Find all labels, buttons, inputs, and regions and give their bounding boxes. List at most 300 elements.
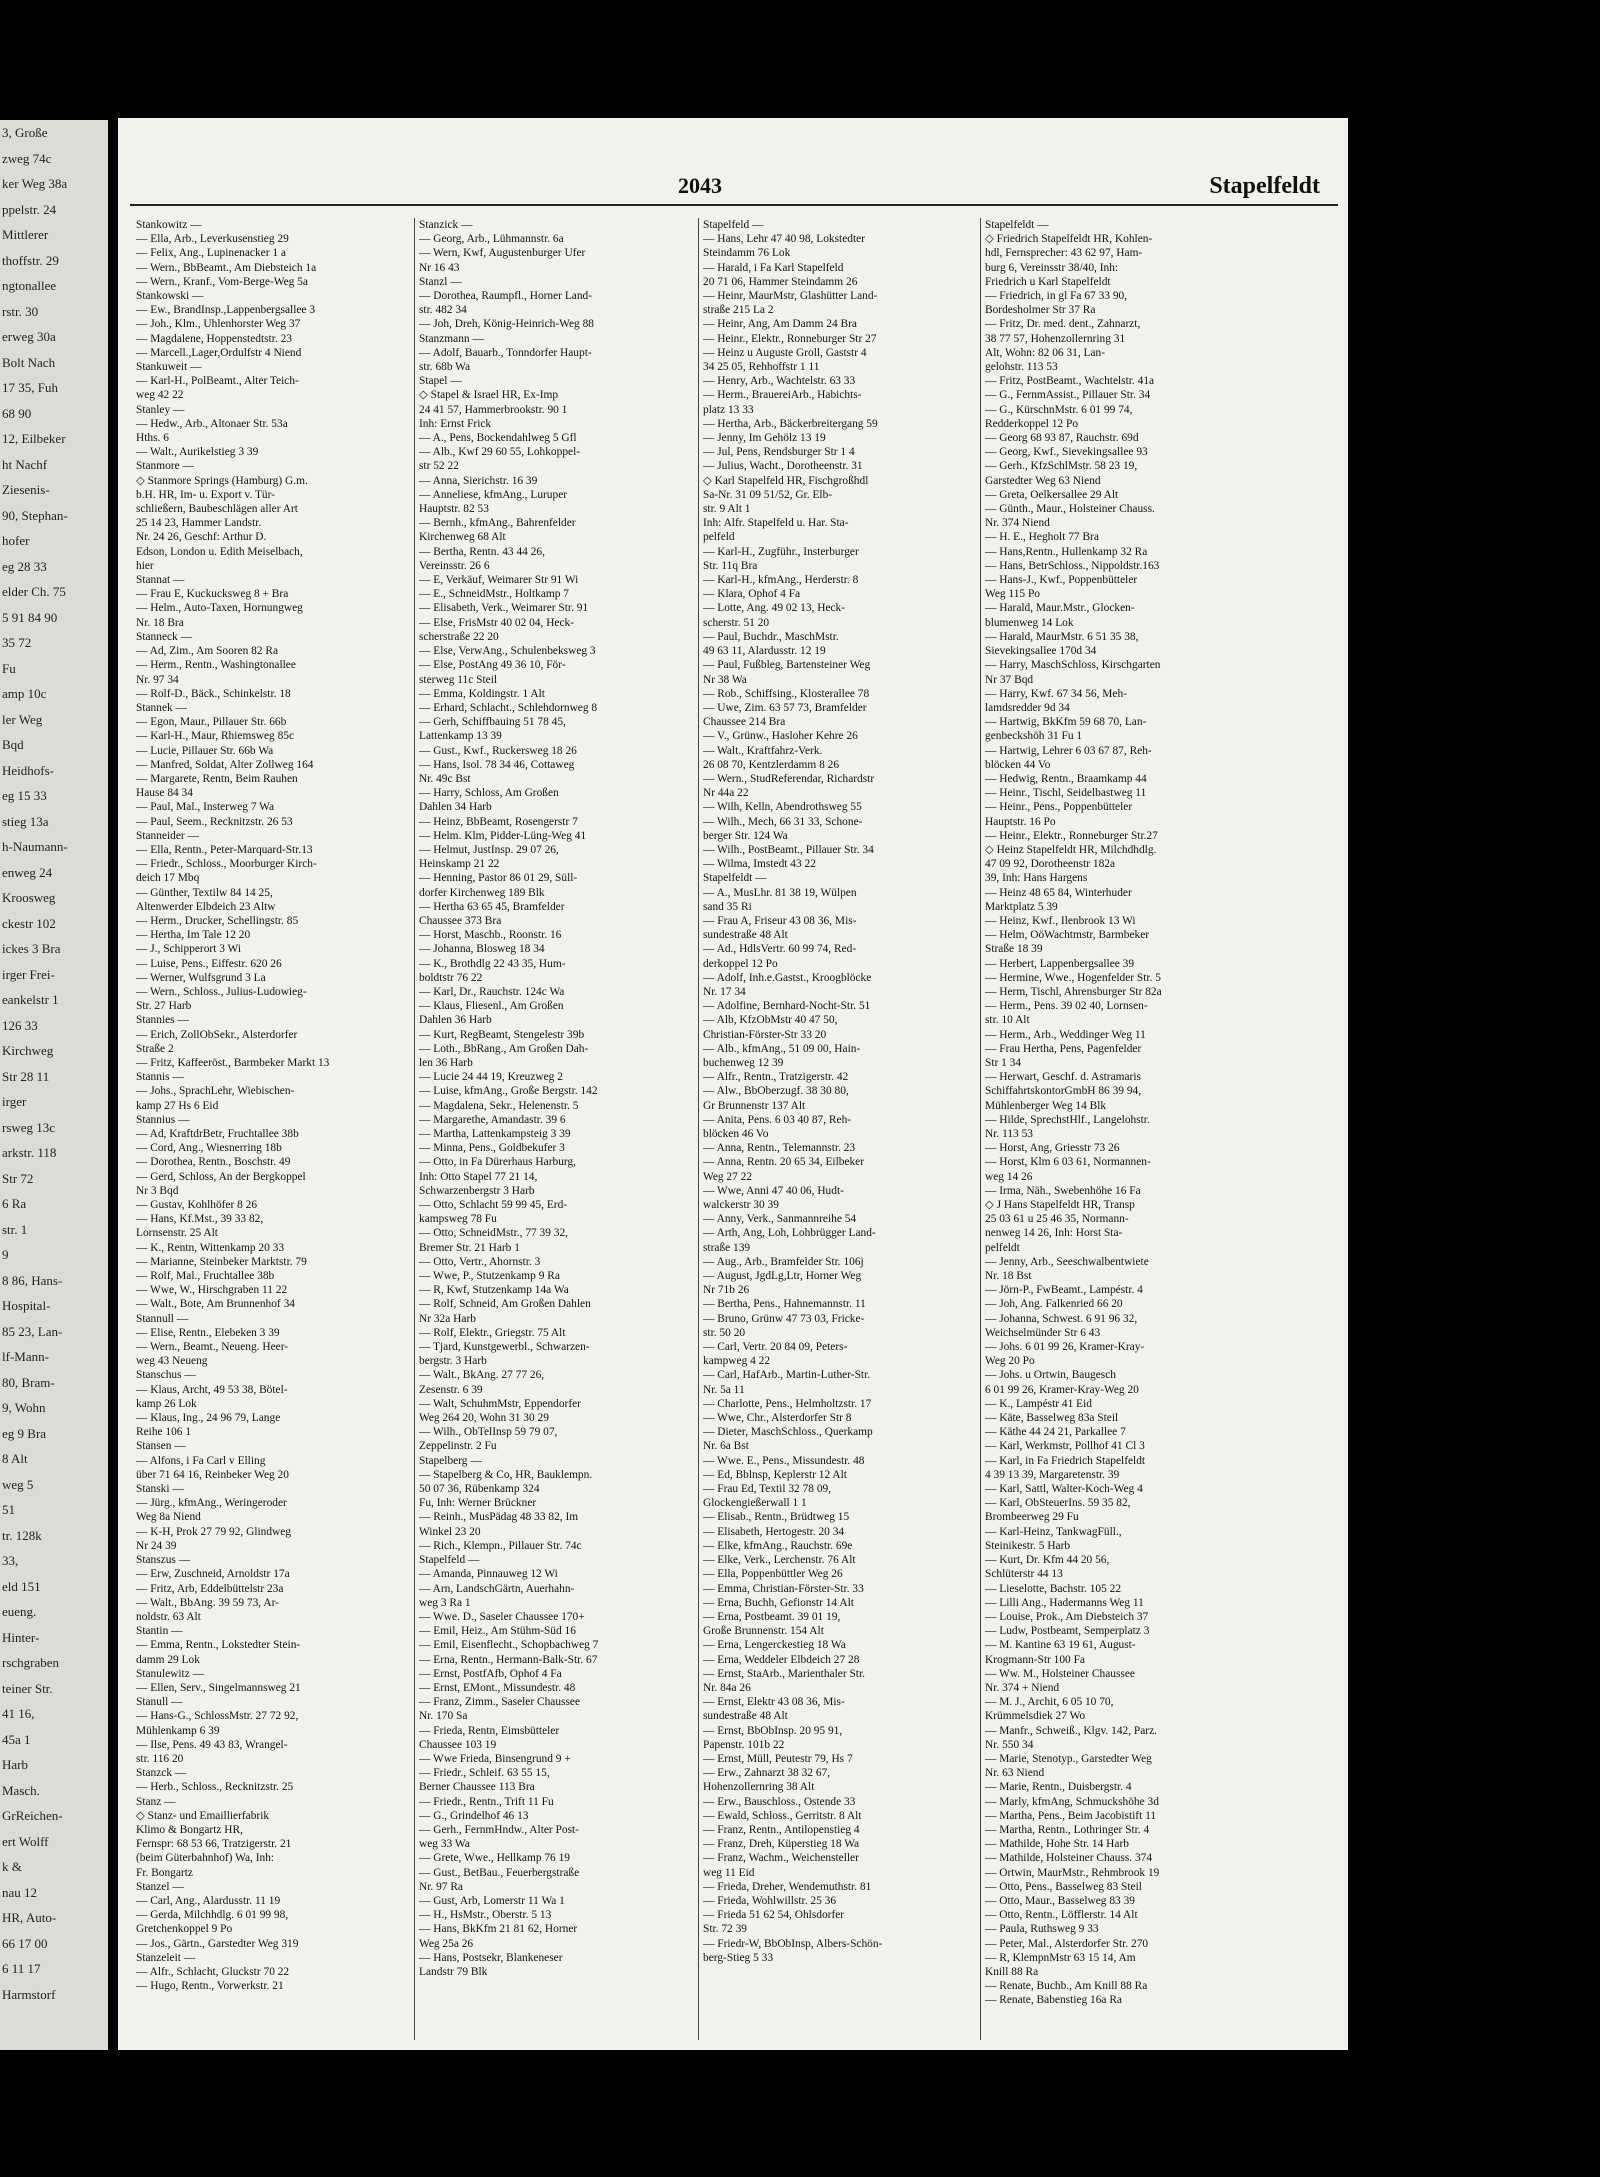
directory-entry-line: boldtstr 76 22 [419, 971, 483, 984]
directory-entry-line: — Karl, Werkmstr, Pollhof 41 Cl 3 [985, 1440, 1145, 1453]
directory-entry-line: weg 11 Eid [703, 1866, 755, 1879]
directory-entry-line: Nr 24 39 [136, 1539, 177, 1552]
left-page-fragment: 8 Alt [2, 1451, 28, 1466]
directory-entry-line: Nr 37 Bqd [985, 673, 1034, 686]
directory-entry-line: — Renate, Babenstieg 16a Ra [985, 1994, 1122, 2007]
directory-page [118, 118, 1348, 2050]
directory-entry-line: dorfer Kirchenweg 189 Blk [419, 886, 545, 899]
directory-entry-line: — Elisab., Rentn., Brüdtweg 15 [703, 1511, 850, 1524]
directory-entry-line: — Hartwig, Lehrer 6 03 67 87, Reh- [985, 744, 1152, 757]
directory-entry-line: — Karl-H., PolBeamt., Alter Teich- [136, 375, 299, 388]
directory-entry-line: straße 139 [703, 1241, 751, 1254]
directory-entry-line: — Hartwig, BkKfm 59 68 70, Lan- [985, 716, 1147, 729]
directory-entry-line: Papenstr. 101b 22 [703, 1738, 785, 1751]
directory-entry-line: Zesenstr. 6 39 [419, 1383, 483, 1396]
directory-entry-line: — Lotte, Ang. 49 02 13, Heck- [703, 602, 846, 615]
directory-entry-line: — Charlotte, Pens., Helmholtzstr. 17 [703, 1397, 872, 1410]
directory-entry-line: — Alfr., Schlacht, Gluckstr 70 22 [136, 1965, 290, 1978]
directory-entry-line: — Emil, Heiz., Am Stühm-Süd 16 [419, 1625, 576, 1638]
directory-entry-line: Stanull — [136, 1696, 183, 1709]
directory-entry-line: Vereinsstr. 26 6 [419, 559, 490, 572]
directory-entry-line: Nr. 374 Niend [985, 517, 1050, 530]
directory-entry-line: Straße 2 [136, 1042, 174, 1055]
directory-entry-line: Stanski — [136, 1483, 184, 1496]
directory-entry-line: — Harry, Schloss, Am Großen [419, 787, 559, 800]
left-page-fragment: thoffstr. 29 [2, 252, 59, 268]
directory-entry-line: 25 03 61 u 25 46 35, Normann- [985, 1213, 1129, 1226]
directory-entry-line: pelfeldt [985, 1241, 1020, 1254]
directory-entry-line: — Helmut, JustInsp. 29 07 26, [419, 843, 559, 856]
directory-entry-line: — Joh, Ang. Falkenried 66 20 [985, 1298, 1123, 1311]
directory-entry-line: scherstr. 51 20 [703, 616, 770, 629]
directory-entry-line: — Hans, BkKfm 21 81 62, Horner [419, 1923, 578, 1936]
directory-entry-line: — G., FernmAssist., Pillauer Str. 34 [985, 389, 1151, 402]
directory-entry-line: — Herm., Drucker, Schellingstr. 85 [136, 914, 299, 927]
left-page-fragment: Kirchweg [2, 1043, 54, 1058]
directory-entry-line: — Else, FrisMstr 40 02 04, Heck- [419, 616, 575, 629]
directory-entry-line: — Harald, Maur.Mstr., Glocken- [985, 602, 1135, 615]
directory-entry-line: — Wwe. D., Saseler Chaussee 170+ [419, 1610, 585, 1623]
directory-entry-line: Nr 16 43 [419, 261, 460, 274]
directory-entry-line: Nr 3 Bqd [136, 1184, 179, 1197]
directory-entry-line: — Anny, Verk., Sanmannreihe 54 [703, 1213, 857, 1226]
directory-entry-line: — Käthe 44 24 21, Parkallee 7 [985, 1426, 1126, 1439]
left-page-fragment: rschgraben [2, 1655, 60, 1670]
directory-entry-line: blöcken 44 Vo [985, 758, 1051, 771]
directory-entry-line: — Heinr, Ang, Am Damm 24 Bra [703, 318, 857, 331]
directory-entry-line: Reihe 106 1 [136, 1426, 192, 1439]
directory-entry-line: — Heinz 48 65 84, Winterhuder [985, 886, 1132, 899]
directory-entry-line: Sa-Nr. 31 09 51/52, Gr. Elb- [703, 488, 833, 501]
directory-entry-line: 26 08 70, Kentzlerdamm 8 26 [703, 758, 840, 771]
left-page-fragment: GrReichen- [2, 1808, 63, 1823]
directory-entry-line: SchiffahrtskontorGmbH 86 39 94, [985, 1085, 1142, 1098]
directory-entry-line: — Renate, Buchb., Am Knill 88 Ra [985, 1980, 1148, 1993]
directory-entry-line: Große Brunnenstr. 154 Alt [703, 1625, 824, 1638]
directory-entry-line: — Gerd, Schloss, An der Bergkoppel [136, 1170, 306, 1183]
left-page-fragment: enweg 24 [2, 864, 53, 880]
left-page-fragment: irger [2, 1094, 27, 1109]
directory-entry-line: Stanz — [136, 1795, 176, 1808]
directory-entry-line: — Friedrich, in gl Fa 67 33 90, [985, 290, 1128, 303]
directory-entry-line: — Wwe, Anni 47 40 06, Hudt- [703, 1184, 844, 1197]
directory-entry-line: Bremer Str. 21 Harb 1 [419, 1241, 520, 1254]
directory-entry-line: — E., SchneidMstr., Holtkamp 7 [419, 588, 569, 601]
directory-entry-line: — Johs., SprachLehr, Wiebischen- [136, 1085, 295, 1098]
directory-entry-line: Lattenkamp 13 39 [419, 730, 502, 743]
directory-entry-line: kampweg 4 22 [703, 1355, 771, 1368]
directory-entry-line: — Alb., Kwf 29 60 55, Lohkoppel- [419, 446, 581, 459]
left-page-fragment: 41 16, [2, 1706, 35, 1721]
directory-entry-line: Dahlen 34 Harb [419, 801, 492, 814]
directory-entry-line: — Irma, Näh., Swebenhöhe 16 Fa [985, 1184, 1141, 1197]
directory-entry-line: — Carl, HafArb., Martin-Luther-Str. [703, 1369, 871, 1382]
directory-entry-line: — Bertha, Pens., Hahnemannstr. 11 [703, 1298, 866, 1311]
directory-entry-line: Nr. 17 34 [703, 985, 746, 998]
directory-entry-line: blumenweg 14 Lok [985, 616, 1074, 629]
left-page-fragment: eg 28 33 [2, 558, 47, 574]
directory-entry-line: (beim Güterbahnhof) Wa, Inh: [136, 1852, 275, 1865]
directory-entry-line: Alt, Wohn: 82 06 31, Lan- [985, 346, 1106, 359]
directory-entry-line: Stapelfeldt — [985, 219, 1049, 231]
left-page-fragment: Bolt Nach [2, 354, 56, 370]
directory-entry-line: — Karl, Sattl, Walter-Koch-Weg 4 [985, 1483, 1143, 1496]
directory-entry-line: sterweg 11c Steil [419, 673, 498, 686]
directory-entry-line: 34 25 05, Rehhoffstr 1 11 [703, 361, 820, 374]
directory-entry-line: — Dieter, MaschSchloss., Querkamp [703, 1426, 873, 1439]
left-page-fragment: irger Frei- [2, 966, 55, 982]
directory-entry-line: Hohenzollernring 38 Alt [703, 1781, 815, 1794]
directory-entry-line: — Alb, KfzObMstr 40 47 50, [703, 1014, 838, 1027]
directory-entry-line: Inh: Otto Stapel 77 21 14, [419, 1170, 538, 1183]
directory-entry-line: — Karl-H., Zugführ., Insterburger [703, 545, 859, 558]
directory-entry-line: — Hilde, SprechstHlf., Langelohstr. [985, 1113, 1150, 1126]
directory-entry-line: — Frieda 51 62 54, Ohlsdorfer [703, 1909, 845, 1922]
left-page-fragment: 126 33 [2, 1017, 38, 1033]
directory-entry-line: — Horst, Klm 6 03 61, Normannen- [985, 1156, 1151, 1169]
left-page-fragment: Bqd [2, 737, 24, 752]
directory-entry-line: kamp 27 Hs 6 Eid [136, 1099, 219, 1112]
directory-entry-line: — Dorothea, Rentn., Boschstr. 49 [136, 1156, 291, 1169]
directory-entry-line: — Luise, kfmAng., Große Bergstr. 142 [419, 1085, 598, 1098]
directory-entry-line: — Rolf-D., Bäck., Schinkelstr. 18 [136, 687, 291, 700]
directory-entry-line: — Hertha, Arb., Bäckerbreitergang 59 [703, 417, 878, 430]
left-page-fragment: 66 17 00 [2, 1935, 48, 1951]
directory-entry-line: — Gerh, Schiffbauing 51 78 45, [419, 716, 566, 729]
directory-entry-line: — Karl-Heinz, TankwagFüll., [985, 1525, 1122, 1538]
directory-entry-line: — Margarethe, Amandastr. 39 6 [419, 1113, 566, 1126]
directory-entry-line: Friedrich u Karl Stapelfeldt [985, 275, 1111, 288]
directory-entry-line: Nr. 49c Bst [419, 772, 471, 785]
directory-entry-line: — Paula, Ruthsweg 9 33 [985, 1923, 1099, 1936]
directory-entry-line: — Erna, Weddeler Elbdeich 27 28 [703, 1653, 860, 1666]
directory-entry-line: — Ed, Bblnsp, Keplerstr 12 Alt [703, 1468, 847, 1481]
directory-entry-line: Heinskamp 21 22 [419, 858, 500, 871]
directory-entry-line: — Rich., Klempn., Pillauer Str. 74c [419, 1539, 582, 1552]
directory-entry-line: — Arth, Ang, Loh, Lohbrügger Land- [703, 1227, 876, 1240]
directory-entry-line: Stankuweit — [136, 361, 202, 374]
directory-entry-line: 39, Inh: Hans Hargens [985, 872, 1088, 885]
directory-entry-line: buchenweg 12 39 [703, 1056, 784, 1069]
directory-entry-line: Stanulewitz — [136, 1667, 205, 1680]
left-page-fragment: ler Weg [2, 711, 43, 727]
directory-entry-line: — Bruno, Grünw 47 73 03, Fricke- [703, 1312, 865, 1325]
directory-entry-line: — Heinr., Elektr., Ronneburger Str.27 [985, 829, 1158, 842]
directory-entry-line: — Gustav, Kohlhöfer 8 26 [136, 1199, 258, 1212]
directory-entry-line: Fu, Inh: Werner Brückner [419, 1497, 537, 1510]
directory-entry-line: Sievekingsallee 170d 34 [985, 645, 1097, 658]
directory-entry-line: kamp 26 Lok [136, 1397, 197, 1410]
directory-entry-line: — Ortwin, MaurMstr., Rehmbrook 19 [985, 1866, 1160, 1879]
directory-entry-line: — Johs. u Ortwin, Baugesch [985, 1369, 1116, 1382]
left-page-fragment: Harmstorf [2, 1986, 56, 2002]
directory-entry-line: Stankowitz — [136, 219, 202, 231]
left-page-fragment: ppelstr. 24 [2, 201, 57, 217]
directory-entry-line: — Friedr., Schleif. 63 55 15, [419, 1767, 550, 1780]
directory-entry-line: — Egon, Maur., Pillauer Str. 66b [136, 716, 287, 729]
directory-entry-line: — Ernst, StaArb., Marienthaler Str. [703, 1667, 865, 1680]
directory-entry-line: — Erna, Lengerckestieg 18 Wa [703, 1639, 846, 1652]
directory-entry-line: — Gerh., KfzSchlMstr. 58 23 19, [985, 460, 1138, 473]
directory-entry-line: — Adolf, Inh.e.Gastst., Kroogblöcke [703, 971, 872, 984]
directory-entry-line: Stanschus — [136, 1369, 196, 1382]
directory-entry-line: — Herwart, Geschf. d. Astramaris [985, 1071, 1141, 1084]
directory-entry-line: b.H. HR, Im- u. Export v. Tür- [136, 488, 275, 501]
directory-entry-line: — Erna, Buchh, Gefionstr 14 Alt [703, 1596, 854, 1609]
directory-entry-line: — Hans, Postsekr, Blankeneser [419, 1951, 563, 1964]
directory-entry-line: — Lieselotte, Bachstr. 105 22 [985, 1582, 1122, 1595]
directory-entry-line: — Hertha 63 65 45, Bramfelder [419, 900, 565, 913]
directory-entry-line: Stantin — [136, 1625, 183, 1638]
directory-entry-line: — Adolf, Bauarb., Tonndorfer Haupt- [419, 346, 592, 359]
directory-entry-line: — Otto, in Fa Dürerhaus Harburg, [419, 1156, 577, 1169]
directory-entry-line: — Wwe. E., Pens., Missundestr. 48 [703, 1454, 865, 1467]
directory-entry-line: — Rolf, Elektr., Griegstr. 75 Alt [419, 1326, 566, 1339]
directory-entry-line: genbeckshöh 31 Fu 1 [985, 730, 1083, 743]
directory-entry-line: — Frau E, Kuckucksweg 8 + Bra [136, 588, 289, 601]
directory-entry-line: hdl, Fernsprecher: 43 62 97, Ham- [985, 247, 1143, 260]
directory-entry-line: — Hans, Isol. 78 34 46, Cottaweg [419, 758, 575, 771]
directory-entry-line: — G., Grindelhof 46 13 [419, 1809, 529, 1822]
directory-entry-line: — Elise, Rentn., Elebeken 3 39 [136, 1326, 280, 1339]
directory-entry-line: Schwarzenbergstr 3 Harb [419, 1184, 535, 1197]
directory-entry-line: — Hans-G., SchlossMstr. 27 72 92, [136, 1710, 299, 1723]
directory-entry-line: Krümmelsdiek 27 Wo [985, 1710, 1086, 1723]
directory-entry-line: ◇ Heinz Stapelfeldt HR, Milchdhdlg. [985, 843, 1157, 856]
directory-entry-line: — Marianne, Steinbeker Marktstr. 79 [136, 1255, 307, 1268]
directory-entry-line: 20 71 06, Hammer Steindamm 26 [703, 275, 858, 288]
directory-entry-line: walckerstr 30 39 [703, 1199, 779, 1212]
left-page-fragment: ker Weg 38a [2, 176, 68, 191]
directory-entry-line: — Helm., Auto-Taxen, Hornungweg [136, 602, 303, 615]
left-page-fragment: rstr. 30 [2, 303, 39, 319]
directory-entry-line: Dahlen 36 Harb [419, 1014, 492, 1027]
directory-entry-line: — R, KlempnMstr 63 15 14, Am [985, 1951, 1136, 1964]
directory-entry-line: — Martha, Rentn., Lothringer Str. 4 [985, 1823, 1150, 1836]
running-head: Stapelfeldt [1209, 173, 1320, 199]
directory-entry-line: — Alfr., Rentn., Tratzigerstr. 42 [703, 1071, 849, 1084]
directory-entry-line: Inh: Ernst Frick [419, 417, 492, 430]
directory-entry-line: — Herm., Pens. 39 02 40, Lornsen- [985, 1000, 1148, 1013]
directory-entry-line: — Martha, Pens., Beim Jacobistift 11 [985, 1809, 1157, 1822]
directory-entry-line: platz 13 33 [703, 403, 754, 416]
directory-entry-line: — Wern., Kranf., Vom-Berge-Weg 5a [136, 275, 308, 288]
directory-entry-line: — Wern., BbBeamt., Am Diebsteich 1a [136, 261, 317, 274]
directory-entry-line: — Karl, in Fa Friedrich Stapelfeldt [985, 1454, 1146, 1467]
left-page-fragment: 6 11 17 [2, 1961, 41, 1976]
directory-entry-line: Weg 20 Po [985, 1355, 1035, 1368]
directory-entry-line: — Magdalene, Hoppenstedtstr. 23 [136, 332, 292, 345]
directory-entry-line: — Amanda, Pinnauweg 12 Wi [419, 1568, 558, 1581]
directory-entry-line: — Ad, KraftdrBetr, Fruchtallee 38b [136, 1128, 299, 1140]
directory-entry-line: — Johanna, Blosweg 18 34 [419, 943, 545, 956]
left-page-fragment: 51 [2, 1502, 15, 1517]
directory-entry-line: Kirchenweg 68 Alt [419, 531, 506, 544]
directory-entry-line: — Kurt, RegBeamt, Stengelestr 39b [419, 1028, 585, 1041]
directory-entry-line: Str. 72 39 [703, 1923, 747, 1936]
directory-entry-line: berger Str. 124 Wa [703, 829, 788, 842]
directory-entry-line: Stanzel — [136, 1880, 184, 1893]
directory-entry-line: damm 29 Lok [136, 1653, 200, 1666]
directory-entry-line: — Marly, kfmAng, Schmuckshöhe 3d [985, 1795, 1159, 1808]
left-page-fragment: tr. 128k [2, 1527, 42, 1543]
directory-entry-line: — Wilh, Kelln, Abendrothsweg 55 [703, 801, 862, 814]
directory-entry-line: 24 41 57, Hammerbrookstr. 90 1 [419, 403, 568, 416]
directory-entry-line: — Herm, Tischl, Ahrensburger Str 82a [985, 985, 1162, 998]
left-page-fragment: eankelstr 1 [2, 992, 59, 1007]
directory-entry-line: — Lucie 24 44 19, Kreuzweg 2 [419, 1071, 563, 1084]
directory-entry-line: str. 482 34 [419, 304, 467, 317]
directory-entry-line: Stapelberg — [419, 1454, 482, 1467]
directory-entry-line: — Fritz, Arb, Eddelbüttelstr 23a [136, 1582, 284, 1595]
left-page-fragment: eld 151 [2, 1578, 41, 1594]
directory-entry-line: — Wern, Kwf, Augustenburger Ufer [419, 247, 586, 260]
directory-entry-line: derkoppel 12 Po [703, 957, 778, 970]
left-page-fragment: ert Wolff [2, 1833, 49, 1849]
left-page-fragment: Str 72 [2, 1170, 34, 1186]
directory-entry-line: — Erw., Zahnarzt 38 32 67, [703, 1767, 831, 1780]
directory-entry-line: — Magdalena, Sekr., Helenenstr. 5 [419, 1099, 579, 1112]
directory-entry-line: scherstraße 22 20 [419, 630, 499, 643]
directory-entry-line: Nr 71b 26 [703, 1284, 750, 1297]
directory-entry-line: — K., Lampéstr 41 Eid [985, 1397, 1092, 1410]
directory-entry-line: — Frau Ed, Textil 32 78 09, [703, 1483, 832, 1496]
directory-entry-line: — Otto, Vertr., Ahornstr. 3 [419, 1255, 541, 1268]
directory-entry-line: — Martha, Lattenkampsteig 3 39 [419, 1128, 571, 1140]
directory-entry-line: Straße 18 39 [985, 943, 1043, 956]
directory-entry-line: Stanszus — [136, 1554, 191, 1567]
directory-entry-line: — Ella, Rentn., Peter-Marquard-Str.13 [136, 843, 313, 856]
directory-entry-line: Hause 84 34 [136, 787, 193, 800]
directory-entry-line: — Karl-H., Maur, Rhiemsweg 85c [136, 730, 295, 743]
directory-entry-line: — Emil, Eisenflecht., Schopbachweg 7 [419, 1639, 599, 1652]
directory-entry-line: Nr 38 Wa [703, 673, 747, 686]
directory-entry-line: — Walt., Bote, Am Brunnenhof 34 [136, 1298, 295, 1311]
directory-entry-line: — Marie, Rentn., Duisbergstr. 4 [985, 1781, 1132, 1794]
left-page-fragment: stieg 13a [2, 813, 49, 829]
directory-entry-line: — Jos., Gärtn., Garstedter Weg 319 [136, 1937, 299, 1950]
left-page-fragment: ckestr 102 [2, 915, 56, 931]
directory-entry-line: — Paul, Buchdr., MaschMstr. [703, 630, 839, 643]
directory-entry-line: Fernspr: 68 53 66, Tratzigerstr. 21 [136, 1838, 292, 1851]
directory-entry-line: — Heinr, MaurMstr, Glashütter Land- [703, 290, 878, 303]
directory-entry-line: str. 9 Alt 1 [703, 503, 751, 516]
directory-entry-line: — Peter, Mal., Alsterdorfer Str. 270 [985, 1937, 1149, 1950]
directory-entry-line: — Georg, Kwf., Sievekingsallee 93 [985, 446, 1148, 459]
directory-entry-line: 47 09 92, Dorotheenstr 182a [985, 858, 1116, 871]
directory-entry-line: — Margarete, Rentn, Beim Rauhen [136, 772, 298, 785]
left-page-fragment: Harb [2, 1757, 28, 1772]
directory-entry-line: — Wilh., PostBeamt., Pillauer Str. 34 [703, 843, 874, 856]
directory-entry-line: über 71 64 16, Reinbeker Weg 20 [136, 1468, 289, 1481]
directory-entry-line: — R, Kwf, Stutzenkamp 14a Wa [419, 1284, 569, 1297]
header-rule [130, 204, 1338, 206]
directory-entry-line: Weichselmünder Str 6 43 [985, 1326, 1101, 1339]
directory-entry-line: — Marie, Stenotyp., Garstedter Weg [985, 1752, 1152, 1765]
directory-entry-line: — Johs. 6 01 99 26, Kramer-Kray- [985, 1341, 1145, 1354]
directory-entry-line: — Klaus, Fliesenl., Am Großen [419, 1000, 564, 1013]
directory-entry-line: — Wern., Beamt., Neueng. Heer- [136, 1341, 289, 1354]
left-page-fragment: rsweg 13c [2, 1119, 56, 1135]
left-page-fragment: Hospital- [2, 1298, 51, 1313]
directory-entry-line: — Anna, Rentn., Telemannstr. 23 [703, 1142, 856, 1155]
left-page-fragment: elder Ch. 75 [2, 584, 66, 599]
directory-entry-line: weg 3 Ra 1 [419, 1596, 471, 1609]
directory-entry-line: burg 6, Vereinsstr 38/40, Inh: [985, 261, 1119, 274]
directory-entry-line: — Klaus, Archt, 49 53 38, Bötel- [136, 1383, 288, 1396]
directory-entry-line: Nr. 84a 26 [703, 1681, 751, 1694]
directory-entry-line: — Tjard, Kunstgewerbl., Schwarzen- [419, 1341, 590, 1354]
left-page-fragment: Heidhofs- [2, 762, 54, 778]
directory-entry-line: — Hedwig, Rentn., Braamkamp 44 [985, 772, 1147, 785]
directory-entry-line: — Franz, Rentn., Antilopenstieg 4 [703, 1823, 860, 1836]
directory-entry-line: — K., Brothdlg 22 43 35, Hum- [419, 957, 566, 970]
directory-entry-line: — Emma, Rentn., Lokstedter Stein- [136, 1639, 301, 1652]
directory-entry-line: — A., MusLhr. 81 38 19, Wülpen [703, 886, 857, 899]
directory-entry-line: — Otto, Maur., Basselweg 83 39 [985, 1894, 1135, 1907]
directory-entry-line: — Walt., Aurikelstieg 3 39 [136, 446, 259, 459]
directory-entry-line: — Stapelberg & Co, HR, Bauklempn. [419, 1468, 593, 1481]
directory-entry-line: — Adolfine, Bernhard-Nocht-Str. 51 [703, 1000, 871, 1013]
directory-entry-line: — Horst, Ang, Griesstr 73 26 [985, 1142, 1120, 1155]
directory-entry-line: Stannies — [136, 1014, 189, 1027]
directory-entry-line: Stannius — [136, 1113, 190, 1126]
left-page-fragment: amp 10c [2, 686, 47, 701]
directory-entry-line: — Wern., StudReferendar, Richardstr [703, 772, 875, 785]
directory-entry-line: — Wwe, W., Hirschgraben 11 22 [136, 1284, 288, 1297]
directory-entry-line: — Heinr., Tischl, Seidelbastweg 11 [985, 787, 1147, 800]
directory-entry-line: Weg 115 Po [985, 588, 1040, 601]
directory-entry-line: Weg 8a Niend [136, 1511, 201, 1524]
directory-entry-line: — Jörn-P., FwBeamt., Lampéstr. 4 [985, 1284, 1143, 1297]
directory-entry-line: Hauptstr. 82 53 [419, 503, 489, 516]
directory-entry-line: — Herm., BrauereiArb., Habichts- [703, 389, 862, 402]
directory-entry-line: — Herb., Schloss., Recknitzstr. 25 [136, 1781, 294, 1794]
directory-entry-line: — Fritz, Dr. med. dent., Zahnarzt, [985, 318, 1141, 331]
directory-entry-line: ◇ Stanz- und Emaillierfabrik [136, 1809, 270, 1822]
directory-entry-line: Stapelfeldt — [703, 872, 767, 885]
directory-entry-line: Nr 44a 22 [703, 787, 749, 800]
directory-entry-line: str. 116 20 [136, 1752, 184, 1765]
left-page-fragment: 12, Eilbeker [2, 431, 66, 446]
directory-entry-line: Chaussee 103 19 [419, 1738, 497, 1751]
directory-entry-line: nenweg 14 26, Inh: Horst Sta- [985, 1227, 1123, 1240]
directory-entry-line: 50 07 36, Rübenkamp 324 [419, 1483, 540, 1496]
directory-entry-line: Redderkoppel 12 Po [985, 417, 1079, 430]
left-page-fragment: 3, Große [2, 125, 48, 140]
directory-entry-line: — Erw, Zuschneid, Arnoldstr 17a [136, 1568, 290, 1581]
directory-entry-line: — Elke, Verk., Lerchenstr. 76 Alt [703, 1554, 856, 1567]
directory-entry-line: ◇ Friedrich Stapelfeldt HR, Kohlen- [985, 233, 1153, 246]
left-page-fragment: eg 9 Bra [2, 1425, 47, 1441]
directory-entry-line: Str. 27 Harb [136, 1000, 192, 1013]
directory-entry-line: — Georg 68 93 87, Rauchstr. 69d [985, 432, 1139, 445]
directory-entry-line: — V., Grünw., Hasloher Kehre 26 [703, 730, 858, 743]
directory-entry-line: — Hans, Lehr 47 40 98, Lokstedter [703, 233, 865, 246]
directory-entry-line: — Günth., Maur., Holsteiner Chauss. [985, 503, 1155, 516]
directory-entry-line: Edson, London u. Edith Meiselbach, [136, 545, 303, 558]
directory-entry-line: — Harald, MaurMstr. 6 51 35 38, [985, 630, 1139, 643]
directory-entry-line: — Ellen, Serv., Singelmannsweg 21 [136, 1681, 301, 1694]
directory-entry-line: — Herbert, Lappenbergsallee 39 [985, 957, 1135, 970]
directory-entry-line: — Erhard, Schlacht., Schlehdornweg 8 [419, 701, 598, 714]
directory-entry-line: — Alfons, i Fa Carl v Elling [136, 1454, 266, 1467]
directory-entry-line: — Erna, Rentn., Hermann-Balk-Str. 67 [419, 1653, 598, 1666]
directory-entry-line: sundestraße 48 Alt [703, 1710, 788, 1723]
directory-entry-line: — Jürg., kfmAng., Weringeroder [136, 1497, 287, 1510]
directory-entry-line: — Frieda, Wohlwillstr. 25 36 [703, 1894, 837, 1907]
directory-entry-line: Gretchenkoppel 9 Po [136, 1923, 233, 1936]
